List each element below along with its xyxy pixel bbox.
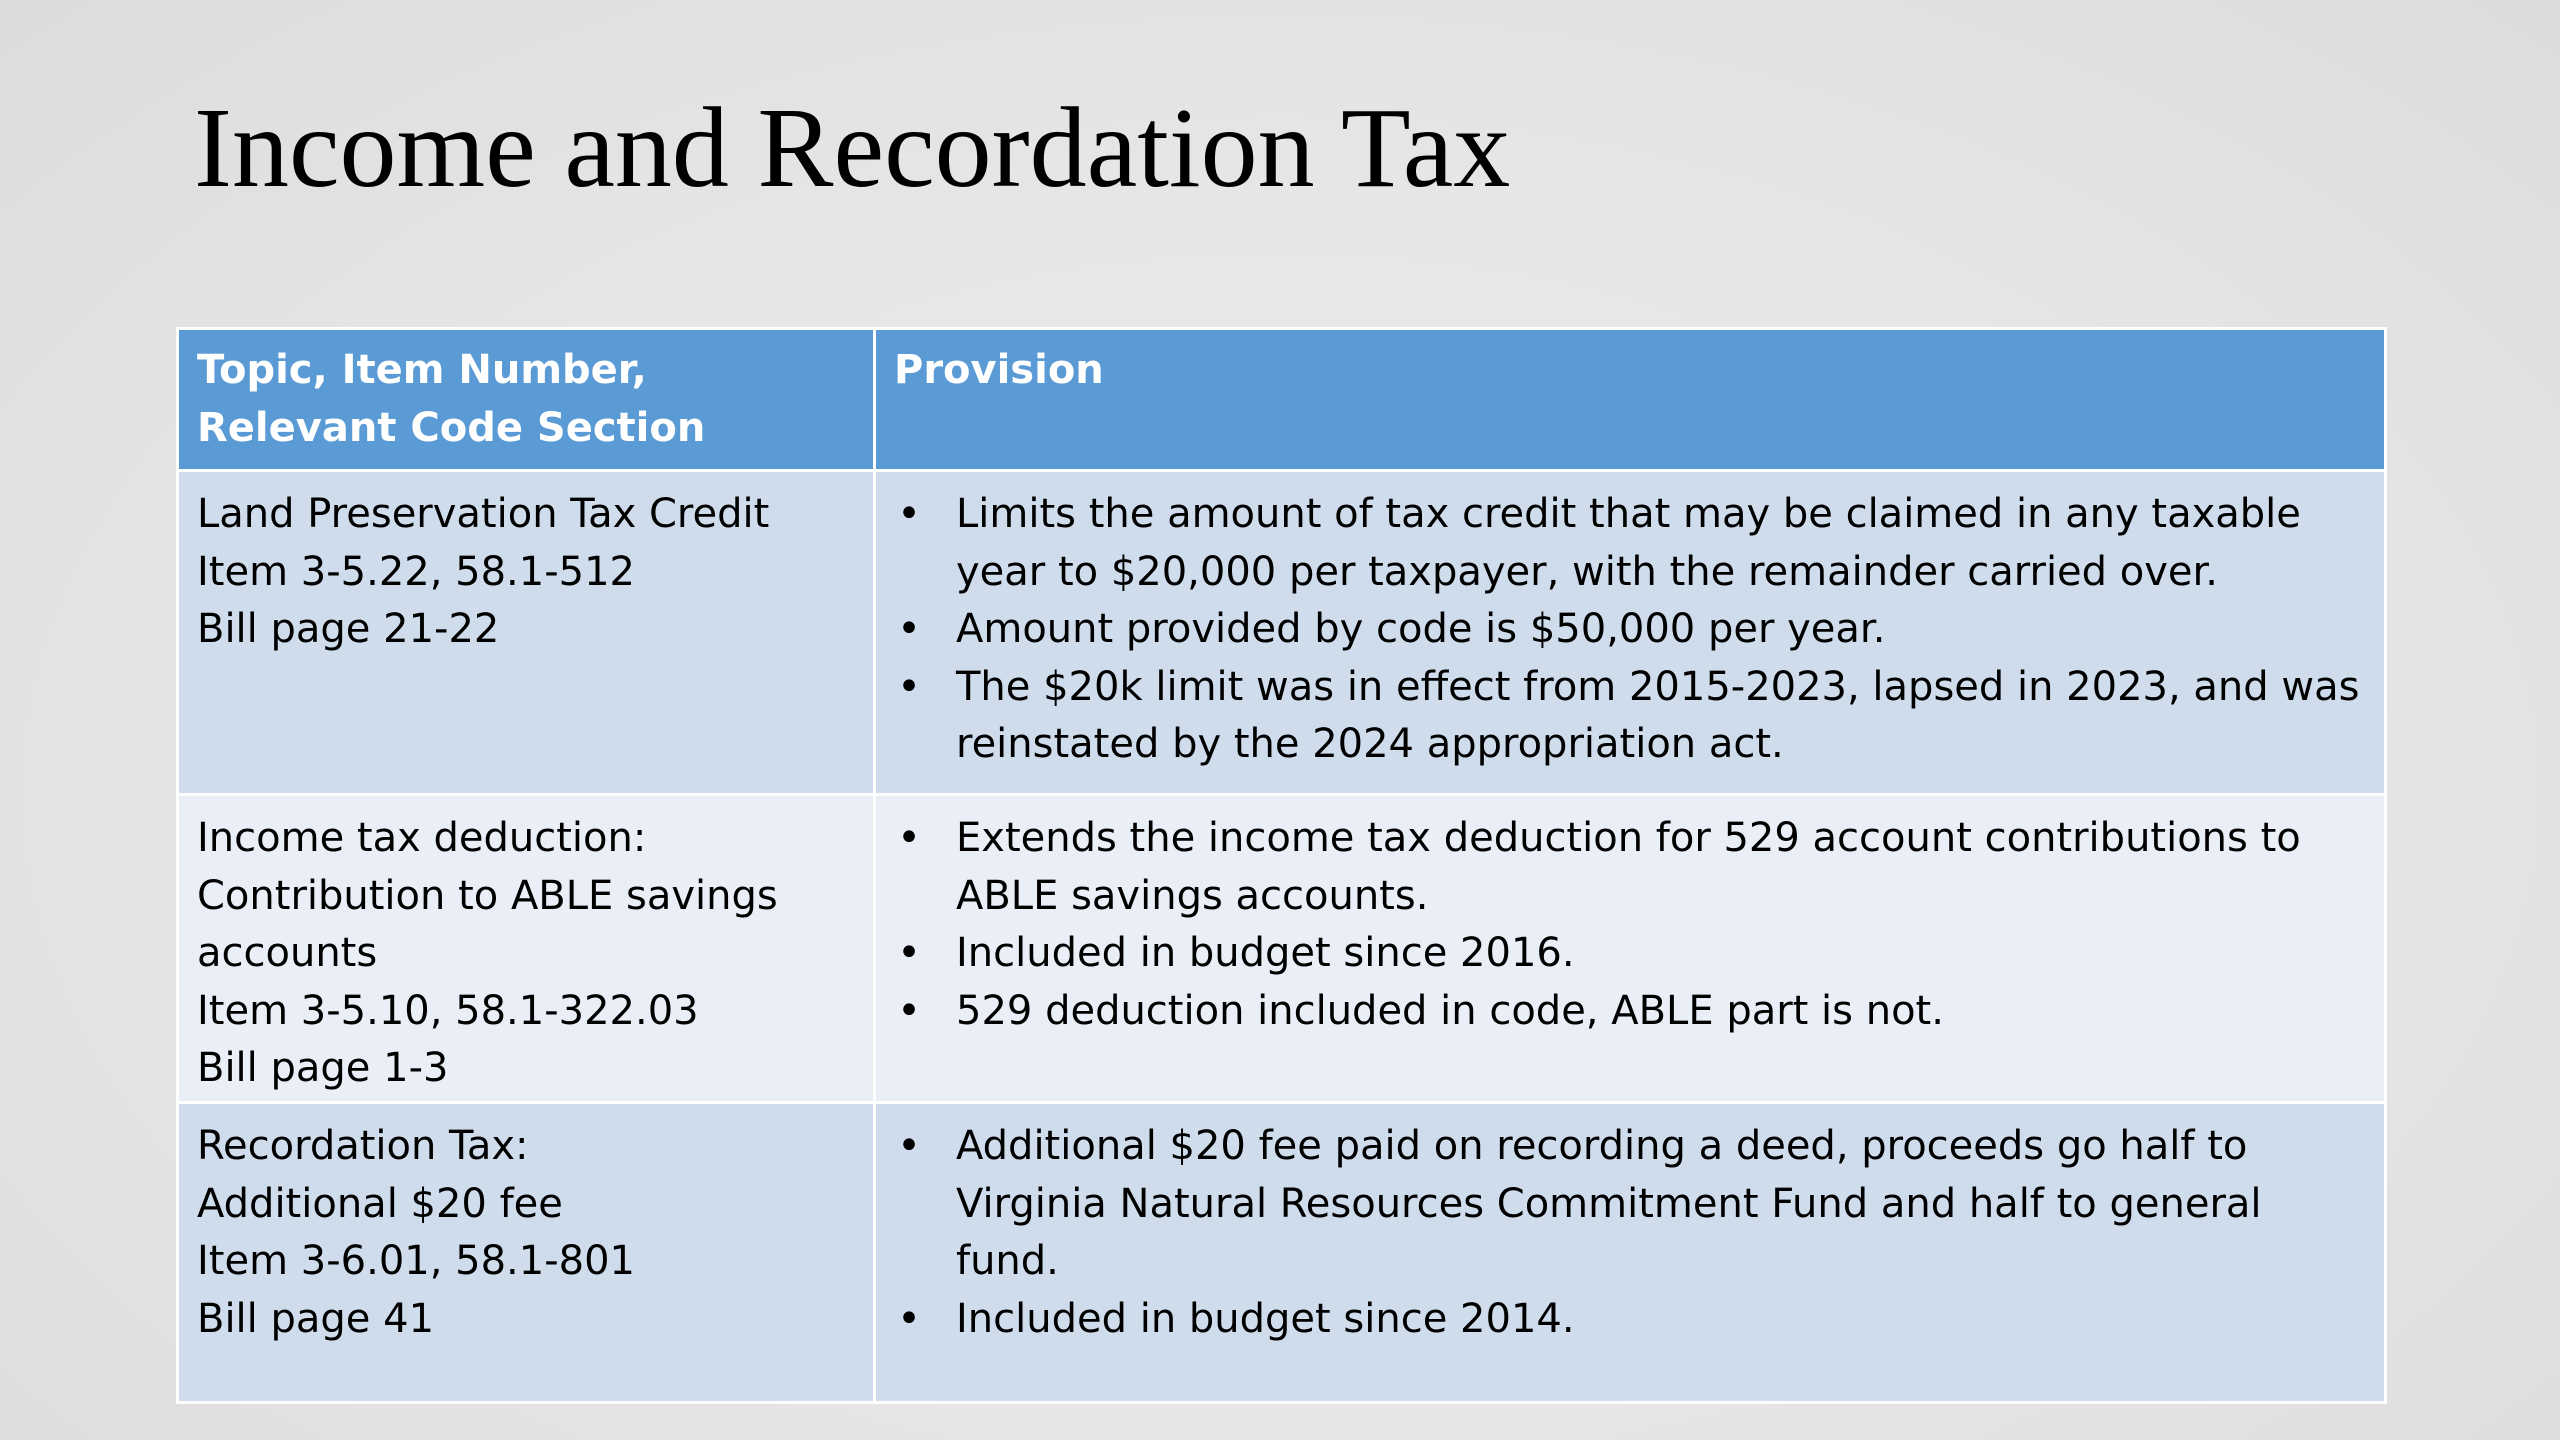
topic-line: Bill page 21-22 xyxy=(197,606,500,652)
topic-line: Item 3-5.22, 58.1-512 xyxy=(197,548,635,595)
topic-line: Income tax deduction: xyxy=(197,815,647,861)
bullet-icon: • xyxy=(897,815,921,861)
topic-line: Item 3-6.01, 58.1-801 xyxy=(197,1238,635,1284)
table-row xyxy=(178,1103,2386,1403)
header-provision: Provision xyxy=(875,329,2386,471)
provision-text: Included in budget since 2016. xyxy=(956,930,1575,976)
provision-item xyxy=(894,810,2366,925)
slide-title: Income and Recordation Tax xyxy=(194,84,1511,211)
provision-item xyxy=(894,601,2366,659)
provision-text: Amount provided by code is $50,000 per year. xyxy=(956,606,1886,652)
provision-item xyxy=(894,486,2366,601)
topic-cell xyxy=(178,795,875,1103)
topic-line: Recordation Tax: xyxy=(197,1123,529,1169)
provision-text: Extends the income tax deduction for 529 account contributions to ABLE savings accounts. xyxy=(956,815,2301,919)
topic-line: Additional $20 fee xyxy=(197,1180,563,1227)
header-topic-line: Relevant Code Section xyxy=(197,404,706,451)
topic-line: Item 3-5.10, 58.1-322.03 xyxy=(197,987,699,1034)
table-row xyxy=(178,471,2386,795)
provisions-table xyxy=(176,327,2387,1404)
provision-text: 529 deduction included in code, ABLE part is not. xyxy=(956,987,1944,1034)
bullet-icon: • xyxy=(897,1123,921,1169)
provision-item xyxy=(894,983,2366,1041)
provision-item xyxy=(894,1291,2366,1349)
bullet-icon: • xyxy=(897,663,921,710)
provision-cell xyxy=(875,1103,2386,1403)
provision-item xyxy=(894,925,2366,983)
topic-line: accounts xyxy=(197,930,378,976)
topic-line: Bill page 41 xyxy=(197,1295,435,1342)
provision-text: Additional $20 fee paid on recording a deed, proceeds go half to Virginia Natural Resources Commitment Fund and half to general fund. xyxy=(956,1123,2262,1284)
header-topic xyxy=(178,329,875,471)
provision-text: The $20k limit was in effect from 2015-2023, lapsed in 2023, and was reinstated by the 2024 appropriation act. xyxy=(956,663,2360,767)
provision-list xyxy=(894,1118,2366,1348)
topic-line: Contribution to ABLE savings xyxy=(197,872,778,919)
bullet-icon: • xyxy=(897,606,921,652)
topic-cell xyxy=(178,471,875,795)
bullet-icon: • xyxy=(897,1295,921,1342)
provision-item xyxy=(894,659,2366,774)
topic-line: Bill page 1-3 xyxy=(197,1045,449,1091)
provision-text: Included in budget since 2014. xyxy=(956,1295,1575,1342)
provision-list xyxy=(894,486,2366,774)
provision-list xyxy=(894,810,2366,1040)
provision-cell xyxy=(875,471,2386,795)
topic-line: Land Preservation Tax Credit xyxy=(197,491,770,537)
provision-item xyxy=(894,1118,2366,1291)
topic-cell xyxy=(178,1103,875,1403)
header-topic-line: Topic, Item Number, xyxy=(197,347,647,393)
bullet-icon: • xyxy=(897,491,921,537)
provision-text: Limits the amount of tax credit that may be claimed in any taxable year to $20,000 per taxpayer, with the remainder carried over. xyxy=(956,491,2301,595)
bullet-icon: • xyxy=(897,930,921,976)
table-header-row xyxy=(178,329,2386,471)
bullet-icon: • xyxy=(897,987,921,1034)
provision-cell xyxy=(875,795,2386,1103)
table-row xyxy=(178,795,2386,1103)
